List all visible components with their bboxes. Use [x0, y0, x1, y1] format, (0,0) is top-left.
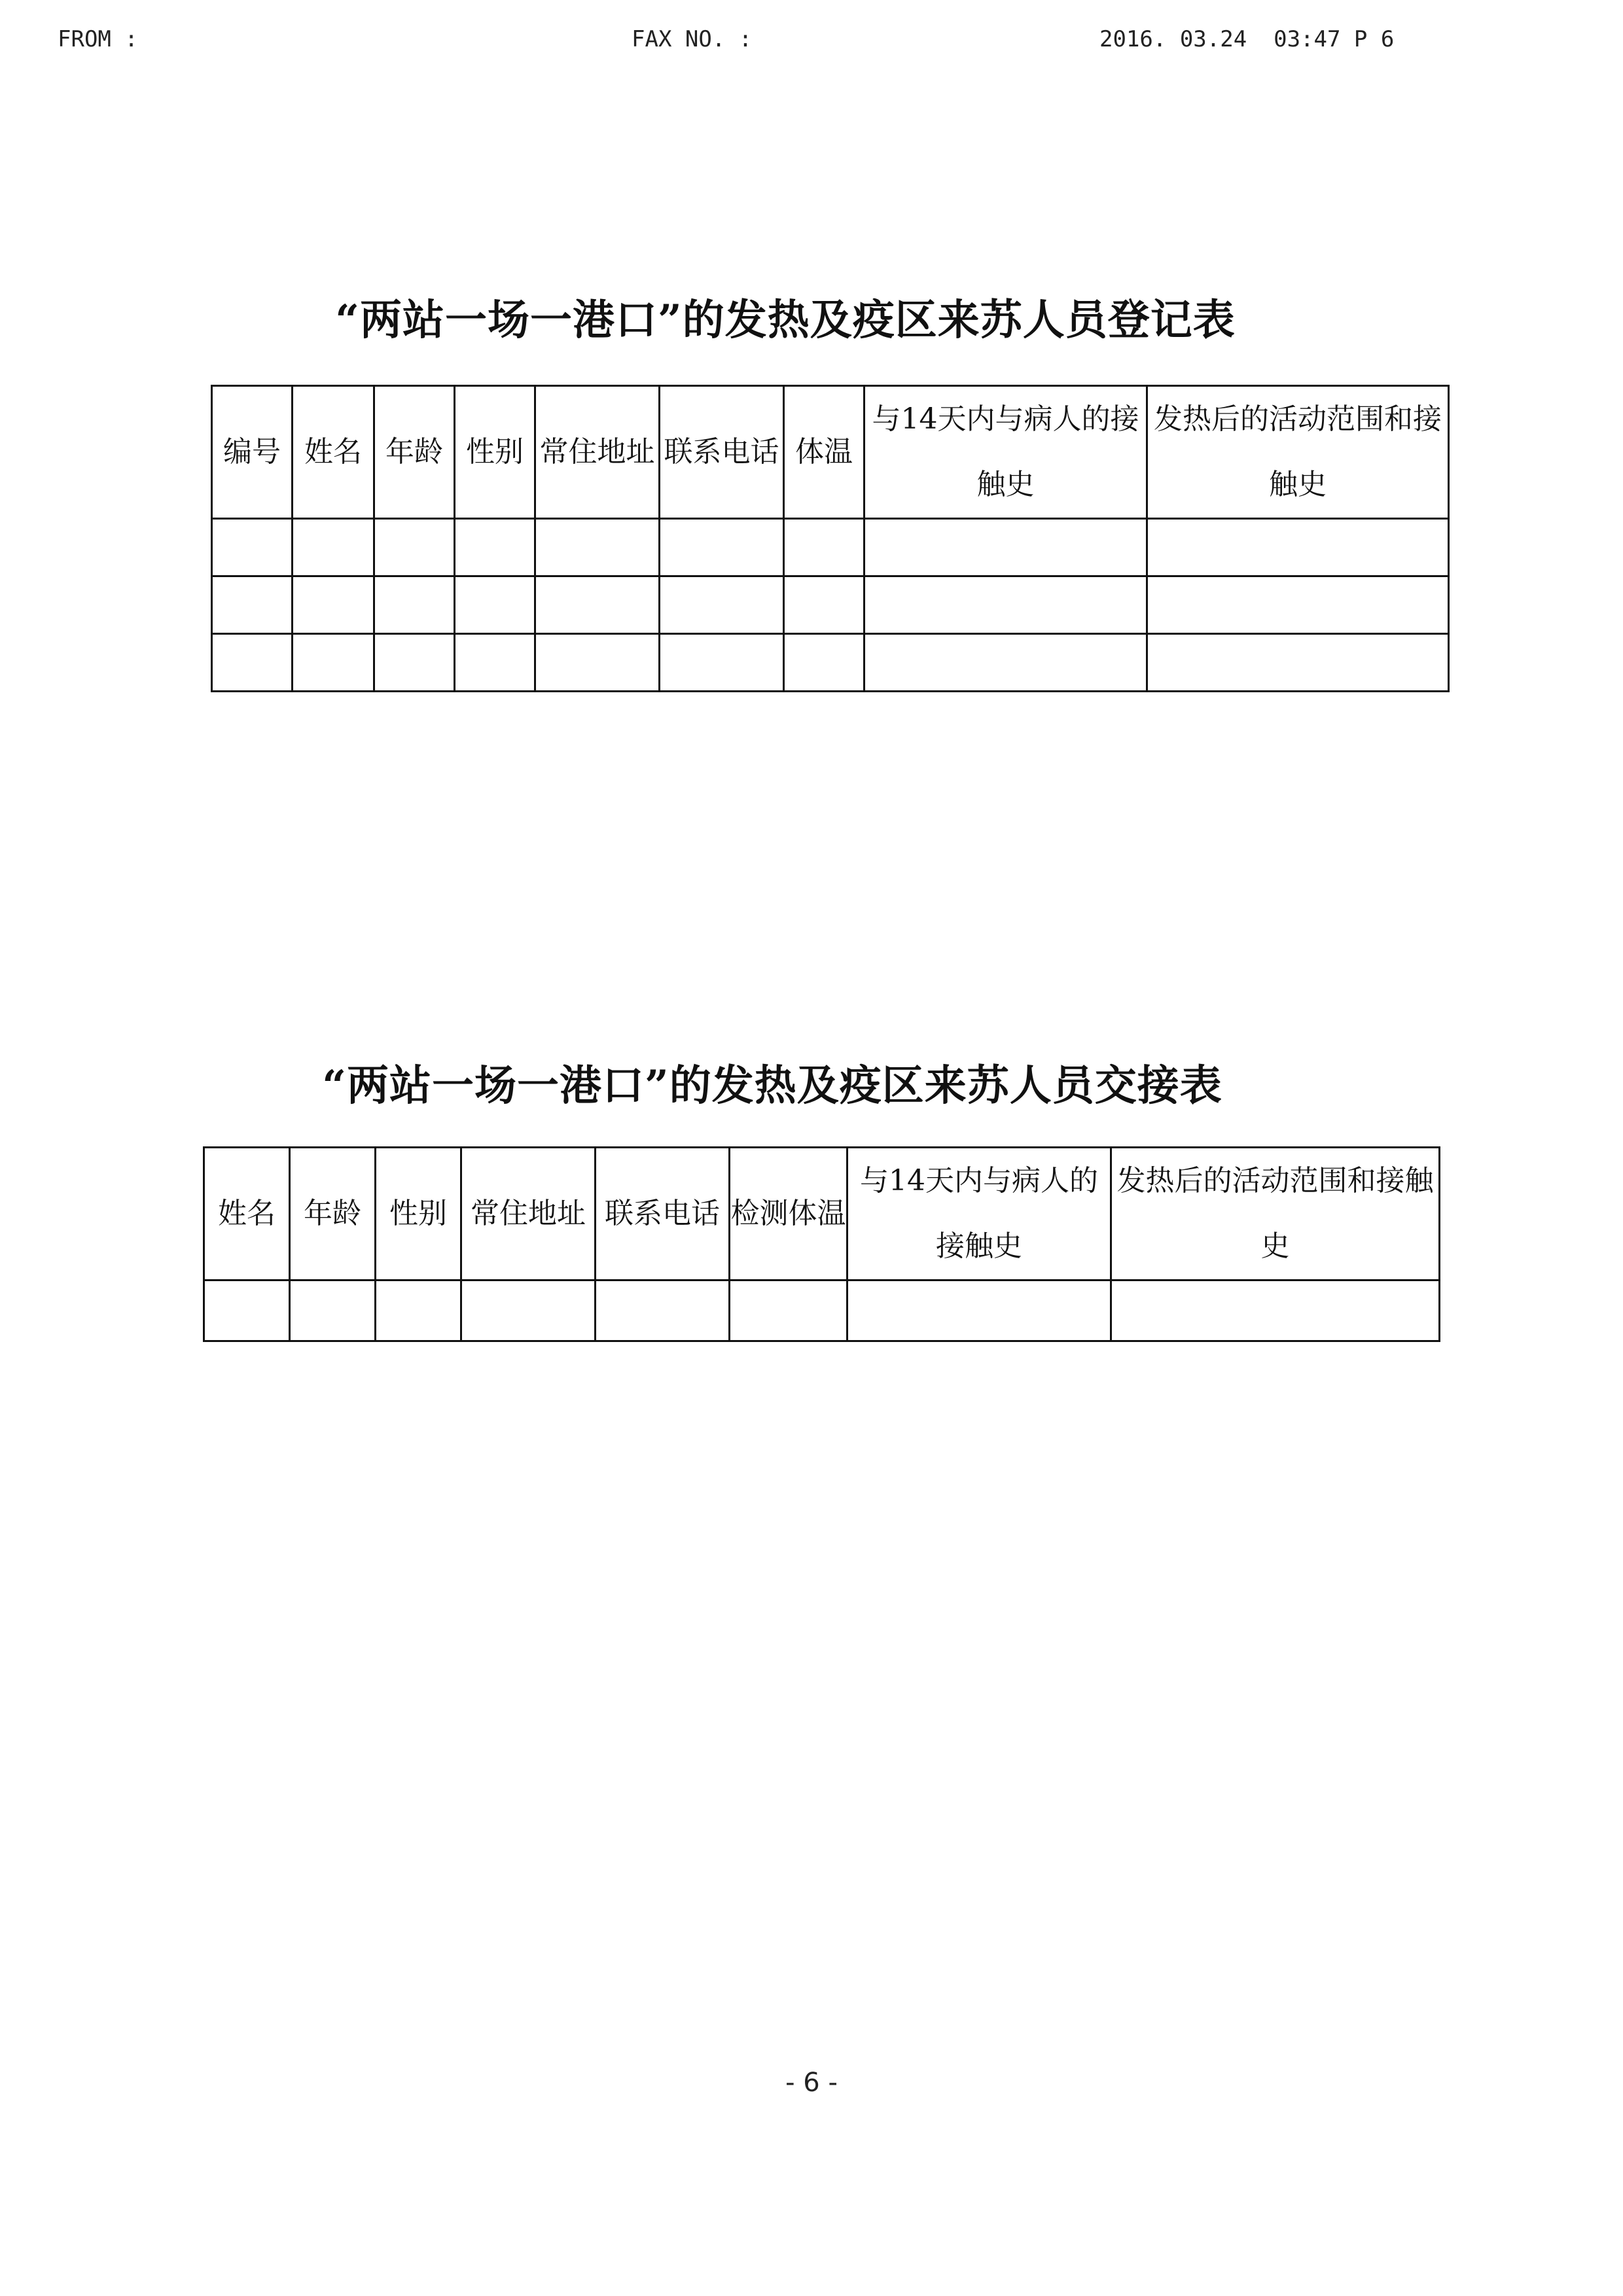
fax-date-time: 2016. 03.24 03:47 P 6 [1099, 26, 1395, 52]
column-header-contact-history-14-days: 与14天内与病人的接触史 [847, 1148, 1111, 1280]
table-cell [730, 1280, 847, 1341]
table-cell [212, 634, 293, 692]
table-cell [660, 576, 784, 634]
column-header-temperature: 体温 [784, 386, 865, 519]
column-header-activity-after-fever: 发热后的活动范围和接触史 [1147, 386, 1449, 519]
column-header-gender: 性别 [376, 1148, 461, 1280]
column-header-activity-after-fever: 发热后的活动范围和接触史 [1111, 1148, 1440, 1280]
table-cell [293, 634, 374, 692]
table-cell [290, 1280, 376, 1341]
table-cell [374, 519, 455, 576]
table-cell [847, 1280, 1111, 1341]
column-header-measured-temperature: 检测体温 [730, 1148, 847, 1280]
column-header-age: 年龄 [290, 1148, 376, 1280]
table-cell [535, 634, 660, 692]
table-cell [1111, 1280, 1440, 1341]
table-cell [293, 519, 374, 576]
table-cell [212, 576, 293, 634]
column-header-address: 常住地址 [535, 386, 660, 519]
fax-header [0, 26, 1623, 59]
table-cell [1147, 519, 1449, 576]
fax-from-label: FROM : [58, 26, 138, 52]
table-cell [865, 634, 1147, 692]
fax-number-label: FAX NO. : [632, 26, 753, 52]
column-header-number: 编号 [212, 386, 293, 519]
registration-table [211, 385, 1450, 692]
table-cell [374, 634, 455, 692]
table-cell [455, 634, 535, 692]
table-cell [535, 519, 660, 576]
column-header-phone: 联系电话 [596, 1148, 730, 1280]
handover-form-title: “两站一场一港口”的发热及疫区来苏人员交接表 [322, 1061, 1222, 1110]
column-header-contact-history-14-days: 与14天内与病人的接触史 [865, 386, 1147, 519]
table-cell [293, 576, 374, 634]
table-row [212, 634, 1449, 692]
table-cell [374, 576, 455, 634]
table-row [204, 1280, 1440, 1341]
registration-form-title: “两站一场一港口”的发热及疫区来苏人员登记表 [335, 296, 1236, 345]
column-header-name: 姓名 [293, 386, 374, 519]
table-cell [204, 1280, 290, 1341]
table-cell [660, 634, 784, 692]
table-cell [455, 519, 535, 576]
table-cell [461, 1280, 596, 1341]
table-cell [1147, 576, 1449, 634]
table-cell [660, 519, 784, 576]
table-cell [535, 576, 660, 634]
table-cell [865, 519, 1147, 576]
table-cell [455, 576, 535, 634]
table-row [212, 576, 1449, 634]
handover-table [203, 1146, 1440, 1342]
handover-header-row [204, 1148, 1440, 1280]
table-cell [376, 1280, 461, 1341]
column-header-address: 常住地址 [461, 1148, 596, 1280]
column-header-age: 年龄 [374, 386, 455, 519]
page-number: - 6 - [785, 2068, 838, 2098]
table-cell [784, 576, 865, 634]
table-cell [865, 576, 1147, 634]
column-header-name: 姓名 [204, 1148, 290, 1280]
registration-header-row [212, 386, 1449, 519]
table-cell [784, 634, 865, 692]
column-header-gender: 性别 [455, 386, 535, 519]
table-cell [596, 1280, 730, 1341]
table-cell [1147, 634, 1449, 692]
table-cell [784, 519, 865, 576]
table-cell [212, 519, 293, 576]
table-row [212, 519, 1449, 576]
column-header-phone: 联系电话 [660, 386, 784, 519]
